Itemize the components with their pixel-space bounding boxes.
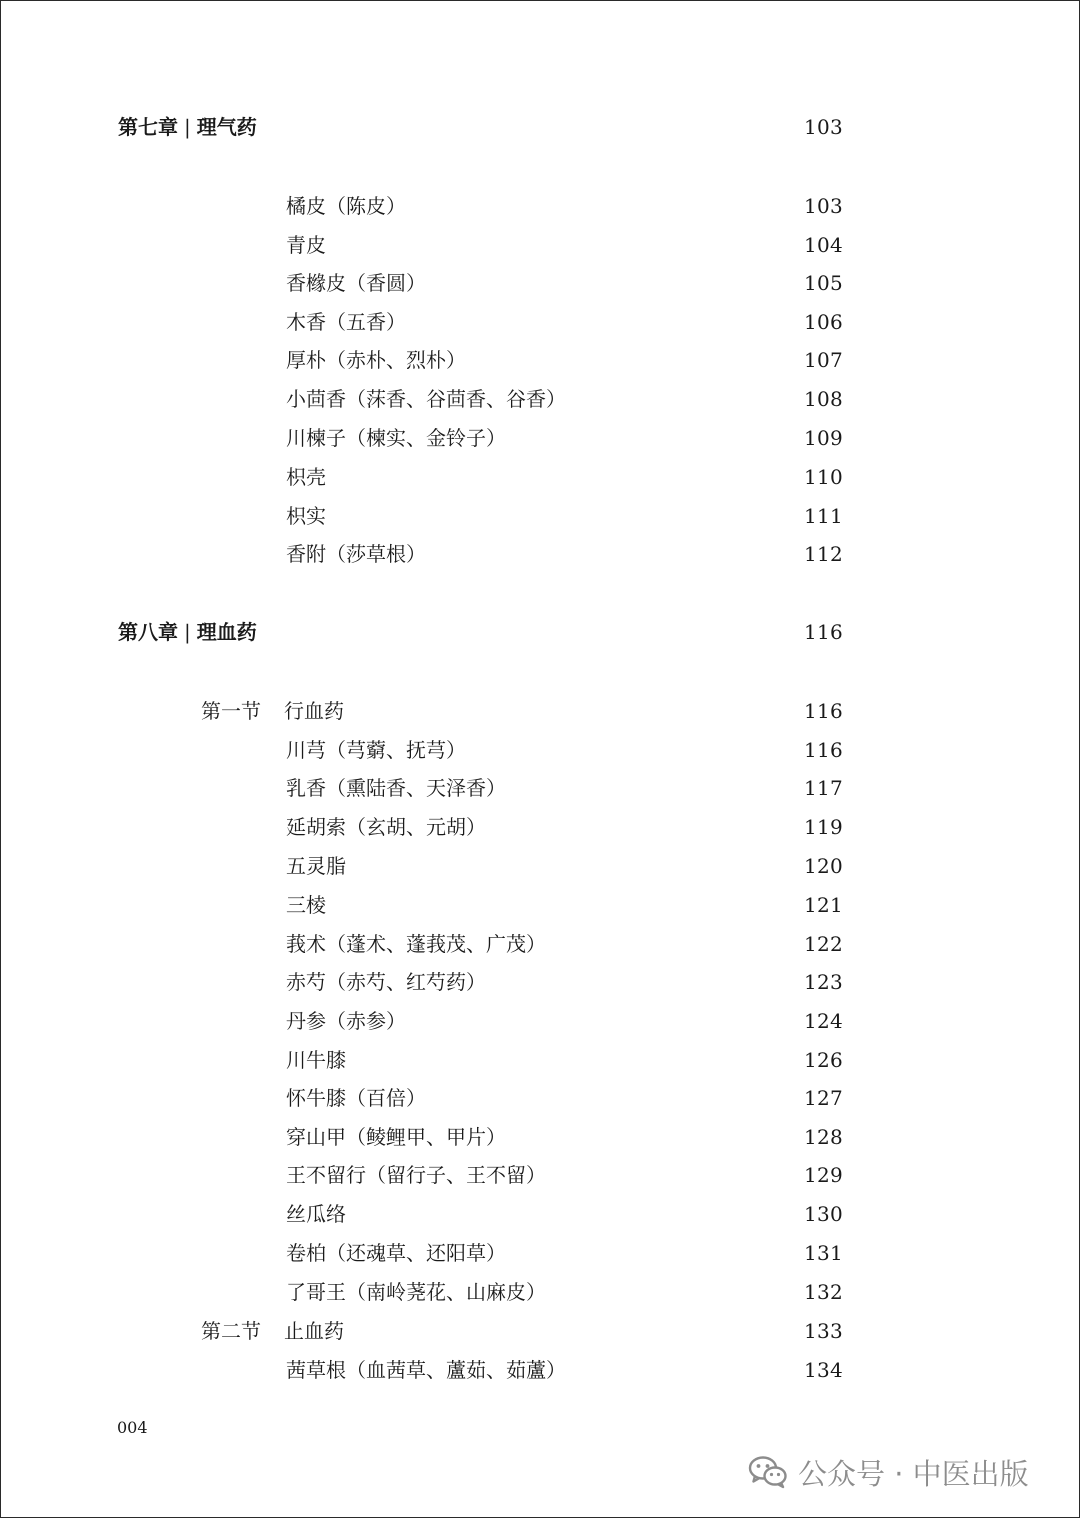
chapter-separator: |	[184, 115, 191, 139]
entry-page: 107	[804, 348, 844, 372]
chapter-separator: |	[184, 620, 191, 644]
entry-name: 乳香（熏陆香、天泽香）	[286, 776, 506, 800]
entry-name: 怀牛膝（百倍）	[286, 1086, 426, 1110]
section-page: 116	[804, 699, 844, 723]
toc-section-1[interactable]	[0, 691, 1080, 731]
toc-chapter-8[interactable]	[0, 612, 1080, 652]
toc-entry[interactable]	[0, 534, 1080, 574]
toc-entry[interactable]	[0, 457, 1080, 497]
entry-name: 木香（五香）	[286, 310, 406, 334]
entry-page: 131	[804, 1241, 844, 1265]
entry-name: 卷柏（还魂草、还阳草）	[286, 1241, 506, 1265]
toc-entry[interactable]	[0, 768, 1080, 808]
entry-name: 延胡索（玄胡、元胡）	[286, 815, 486, 839]
chapter-number: 第七章	[118, 115, 178, 139]
entry-page: 128	[804, 1125, 844, 1149]
toc-entry[interactable]	[0, 186, 1080, 226]
chapter-heading	[118, 612, 257, 652]
entry-page: 109	[804, 426, 844, 450]
toc-entry[interactable]	[0, 225, 1080, 265]
toc-entry[interactable]	[0, 263, 1080, 303]
toc-entry[interactable]	[0, 1001, 1080, 1041]
toc-entry[interactable]	[0, 885, 1080, 925]
section-number: 第一节	[201, 699, 261, 723]
entry-name: 川楝子（楝实、金铃子）	[286, 426, 506, 450]
entry-page: 106	[804, 310, 844, 334]
entry-page: 110	[804, 465, 844, 489]
entry-name: 莪术（蓬术、蓬莪茂、广茂）	[286, 932, 546, 956]
entry-name: 川牛膝	[286, 1048, 346, 1072]
entry-name: 香橼皮（香圆）	[286, 271, 426, 295]
chapter-number: 第八章	[118, 620, 178, 644]
entry-page: 127	[804, 1086, 844, 1110]
chapter-heading	[118, 107, 257, 147]
wechat-watermark	[748, 1452, 1029, 1492]
entry-page: 108	[804, 387, 844, 411]
toc-entry[interactable]	[0, 924, 1080, 964]
watermark-text: 公众号 · 中医出版	[798, 1456, 1029, 1491]
entry-name: 枳实	[286, 504, 326, 528]
entry-name: 枳壳	[286, 465, 326, 489]
entry-page: 134	[804, 1358, 844, 1382]
entry-page: 117	[804, 776, 844, 800]
wechat-icon	[748, 1455, 788, 1489]
entry-name: 青皮	[286, 233, 326, 257]
entry-page: 105	[804, 271, 844, 295]
entry-page: 129	[804, 1163, 844, 1187]
entry-name: 五灵脂	[286, 854, 346, 878]
toc-chapter-7[interactable]	[0, 107, 1080, 147]
chapter-page: 103	[804, 115, 844, 139]
entry-page: 123	[804, 970, 844, 994]
toc-entry[interactable]	[0, 340, 1080, 380]
entry-page: 116	[804, 738, 844, 762]
entry-name: 橘皮（陈皮）	[286, 194, 406, 218]
entry-name: 香附（莎草根）	[286, 542, 426, 566]
entry-name: 三棱	[286, 893, 326, 917]
chapter-page: 116	[804, 620, 844, 644]
entry-name: 厚朴（赤朴、烈朴）	[286, 348, 466, 372]
entry-page: 120	[804, 854, 844, 878]
toc-entry[interactable]	[0, 1078, 1080, 1118]
entry-name: 王不留行（留行子、王不留）	[286, 1163, 546, 1187]
entry-page: 130	[804, 1202, 844, 1226]
entry-name: 赤芍（赤芍、红芍药）	[286, 970, 486, 994]
entry-page: 126	[804, 1048, 844, 1072]
entry-page: 132	[804, 1280, 844, 1304]
entry-page: 124	[804, 1009, 844, 1033]
toc-entry[interactable]	[0, 418, 1080, 458]
section-title: 止血药	[284, 1319, 344, 1343]
entry-name: 穿山甲（鲮鲤甲、甲片）	[286, 1125, 506, 1149]
section-number: 第二节	[201, 1319, 261, 1343]
toc-entry[interactable]	[0, 1233, 1080, 1273]
entry-name: 了哥王（南岭荛花、山麻皮）	[286, 1280, 546, 1304]
toc-entry[interactable]	[0, 730, 1080, 770]
toc-entry[interactable]	[0, 962, 1080, 1002]
toc-entry[interactable]	[0, 1350, 1080, 1390]
toc-entry[interactable]	[0, 807, 1080, 847]
section-page: 133	[804, 1319, 844, 1343]
toc-entry[interactable]	[0, 846, 1080, 886]
toc-entry[interactable]	[0, 302, 1080, 342]
page-folio: 004	[117, 1418, 148, 1437]
entry-page: 122	[804, 932, 844, 956]
entry-name: 茜草根（血茜草、蘆茹、茹蘆）	[286, 1358, 566, 1382]
entry-name: 小茴香（莯香、谷茴香、谷香）	[286, 387, 566, 411]
toc-entry[interactable]	[0, 1194, 1080, 1234]
entry-name: 丝瓜络	[286, 1202, 346, 1226]
entry-page: 112	[804, 542, 844, 566]
toc-entry[interactable]	[0, 379, 1080, 419]
entry-name: 丹参（赤参）	[286, 1009, 406, 1033]
section-title: 行血药	[284, 699, 344, 723]
entry-page: 103	[804, 194, 844, 218]
toc-section-2[interactable]	[0, 1311, 1080, 1351]
toc-entry[interactable]	[0, 1155, 1080, 1195]
entry-page: 119	[804, 815, 844, 839]
entry-page: 104	[804, 233, 844, 257]
entry-page: 121	[804, 893, 844, 917]
chapter-title: 理气药	[196, 115, 257, 139]
entry-name: 川芎（芎藭、抚芎）	[286, 738, 466, 762]
chapter-title: 理血药	[196, 620, 257, 644]
entry-page: 111	[804, 504, 844, 528]
toc-entry[interactable]	[0, 1117, 1080, 1157]
toc-entry[interactable]	[0, 496, 1080, 536]
toc-entry[interactable]	[0, 1040, 1080, 1080]
toc-entry[interactable]	[0, 1272, 1080, 1312]
